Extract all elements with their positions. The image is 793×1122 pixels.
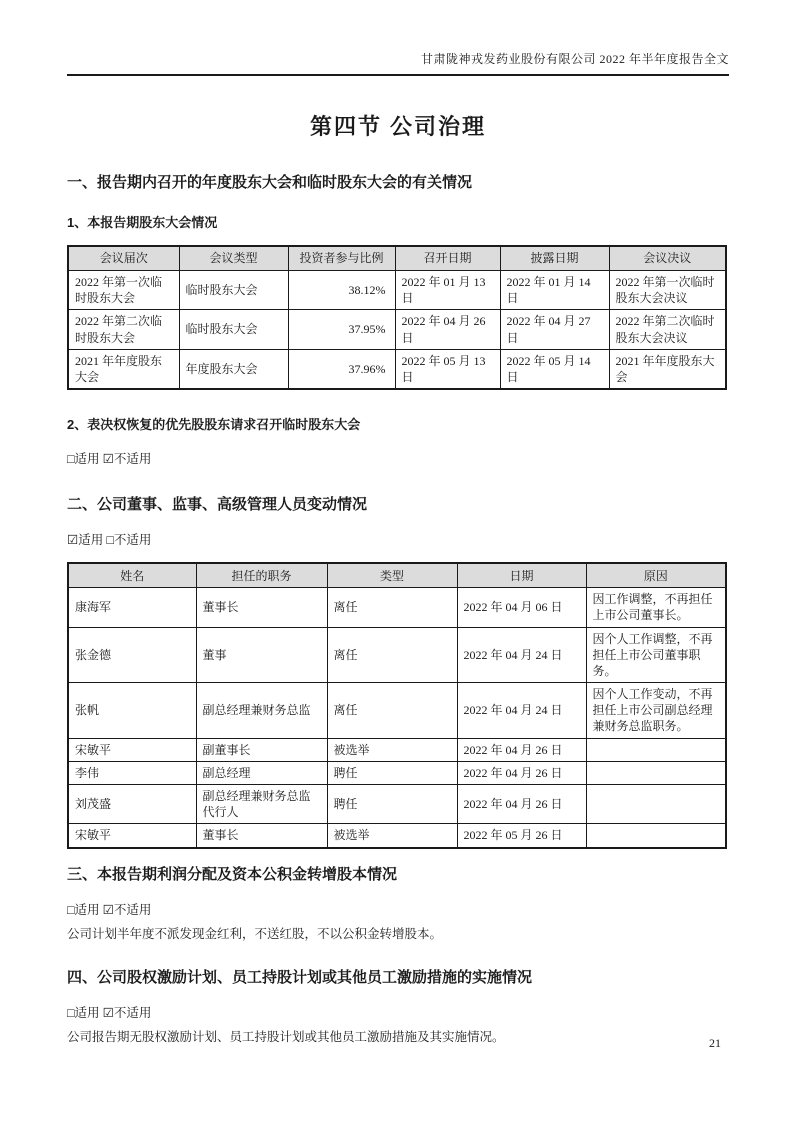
table-header-row	[68, 246, 726, 271]
cell-date: 2022 年 04 月 26 日	[457, 785, 586, 824]
cell-name: 李伟	[68, 761, 196, 784]
col-header: 投资者参与比例	[288, 246, 395, 271]
cell-change-type: 被选举	[327, 824, 457, 848]
running-header: 甘肃陇神戎发药业股份有限公司 2022 年半年度报告全文	[67, 50, 729, 76]
cell-position: 副总经理兼财务总监代行人	[196, 785, 327, 824]
cell-change-type: 被选举	[327, 738, 457, 761]
cell-name: 刘茂盛	[68, 785, 196, 824]
table-row	[68, 627, 726, 683]
table-row	[68, 349, 726, 389]
shareholder-meetings-table	[67, 245, 727, 390]
cell-position: 董事长	[196, 824, 327, 848]
col-header: 原因	[586, 563, 726, 588]
cell-reason: 因工作调整，不再担任上市公司董事长。	[586, 588, 726, 627]
cell-position: 副董事长	[196, 738, 327, 761]
cell-change-type: 聘任	[327, 785, 457, 824]
col-header: 姓名	[68, 563, 196, 588]
cell-meeting-type: 临时股东大会	[179, 310, 288, 349]
col-header: 会议届次	[68, 246, 179, 271]
cell-name: 宋敏平	[68, 824, 196, 848]
cell-meeting-session: 2022 年第一次临时股东大会	[68, 271, 179, 310]
cell-name: 张帆	[68, 683, 196, 739]
cell-name: 张金德	[68, 627, 196, 683]
management-changes-table	[67, 562, 727, 848]
page-number: 21	[709, 1036, 721, 1050]
cell-change-type: 离任	[327, 588, 457, 627]
cell-position: 副总经理兼财务总监	[196, 683, 327, 739]
section4-heading: 四、公司股权激励计划、员工持股计划或其他员工激励措施的实施情况	[67, 968, 533, 986]
col-header: 担任的职务	[196, 563, 327, 588]
table-row	[68, 683, 726, 739]
table-row	[68, 785, 726, 824]
cell-change-type: 聘任	[327, 761, 457, 784]
cell-date: 2022 年 04 月 06 日	[457, 588, 586, 627]
table-row	[68, 824, 726, 848]
cell-reason	[586, 824, 726, 848]
table-row	[68, 761, 726, 784]
cell-name: 宋敏平	[68, 738, 196, 761]
cell-date: 2022 年 04 月 26 日	[457, 761, 586, 784]
section2-heading: 二、公司董事、监事、高级管理人员变动情况	[67, 496, 368, 514]
section3-heading: 三、本报告期利润分配及资本公积金转增股本情况	[67, 865, 398, 883]
cell-meeting-type: 临时股东大会	[179, 271, 288, 310]
cell-date: 2022 年 04 月 24 日	[457, 627, 586, 683]
cell-resolution: 2021 年年度股东大会	[609, 349, 726, 389]
cell-reason	[586, 761, 726, 784]
cell-reason: 因个人工作调整，不再担任上市公司董事职务。	[586, 627, 726, 683]
cell-reason	[586, 785, 726, 824]
table-row	[68, 588, 726, 627]
section1-heading: 一、报告期内召开的年度股东大会和临时股东大会的有关情况	[67, 174, 473, 191]
col-header: 披露日期	[500, 246, 609, 271]
col-header: 类型	[327, 563, 457, 588]
cell-date: 2022 年 05 月 26 日	[457, 824, 586, 848]
cell-participation-ratio: 37.96%	[288, 349, 395, 389]
cell-resolution: 2022 年第一次临时股东大会决议	[609, 271, 726, 310]
page-title: 第四节 公司治理	[309, 114, 487, 139]
cell-meeting-session: 2022 年第二次临时股东大会	[68, 310, 179, 349]
col-header: 召开日期	[395, 246, 500, 271]
col-header: 会议决议	[609, 246, 726, 271]
section1-sub1-heading: 1、本报告期股东大会情况	[67, 215, 218, 230]
cell-position: 董事长	[196, 588, 327, 627]
section4-note: 公司报告期无股权激励计划、员工持股计划或其他员工激励措施及其实施情况。	[67, 1029, 505, 1044]
cell-convene-date: 2022 年 04 月 26 日	[395, 310, 500, 349]
section3-note: 公司计划半年度不派发现金红利，不送红股，不以公积金转增股本。	[67, 926, 443, 941]
cell-disclosure-date: 2022 年 04 月 27 日	[500, 310, 609, 349]
table-row	[68, 271, 726, 310]
table-header-row	[68, 563, 726, 588]
cell-change-type: 离任	[327, 627, 457, 683]
cell-change-type: 离任	[327, 683, 457, 739]
cell-disclosure-date: 2022 年 01 月 14 日	[500, 271, 609, 310]
table-row	[68, 310, 726, 349]
cell-position: 副总经理	[196, 761, 327, 784]
cell-date: 2022 年 04 月 24 日	[457, 683, 586, 739]
section3-applicability: □适用 ☑不适用	[67, 902, 152, 917]
section4-applicability: □适用 ☑不适用	[67, 1005, 152, 1020]
cell-participation-ratio: 37.95%	[288, 310, 395, 349]
cell-position: 董事	[196, 627, 327, 683]
cell-participation-ratio: 38.12%	[288, 271, 395, 310]
cell-convene-date: 2022 年 01 月 13 日	[395, 271, 500, 310]
cell-resolution: 2022 年第二次临时股东大会决议	[609, 310, 726, 349]
section2-applicability: ☑适用 □不适用	[67, 533, 152, 548]
cell-date: 2022 年 04 月 26 日	[457, 738, 586, 761]
cell-meeting-type: 年度股东大会	[179, 349, 288, 389]
cell-meeting-session: 2021 年年度股东大会	[68, 349, 179, 389]
cell-reason: 因个人工作变动，不再担任上市公司副总经理兼财务总监职务。	[586, 683, 726, 739]
table-row	[68, 738, 726, 761]
section1-sub2-heading: 2、表决权恢复的优先股股东请求召开临时股东大会	[67, 417, 361, 433]
section1-sub2-applicability: □适用 ☑不适用	[67, 452, 152, 467]
cell-disclosure-date: 2022 年 05 月 14 日	[500, 349, 609, 389]
col-header: 会议类型	[179, 246, 288, 271]
cell-reason	[586, 738, 726, 761]
cell-convene-date: 2022 年 05 月 13 日	[395, 349, 500, 389]
col-header: 日期	[457, 563, 586, 588]
cell-name: 康海军	[68, 588, 196, 627]
